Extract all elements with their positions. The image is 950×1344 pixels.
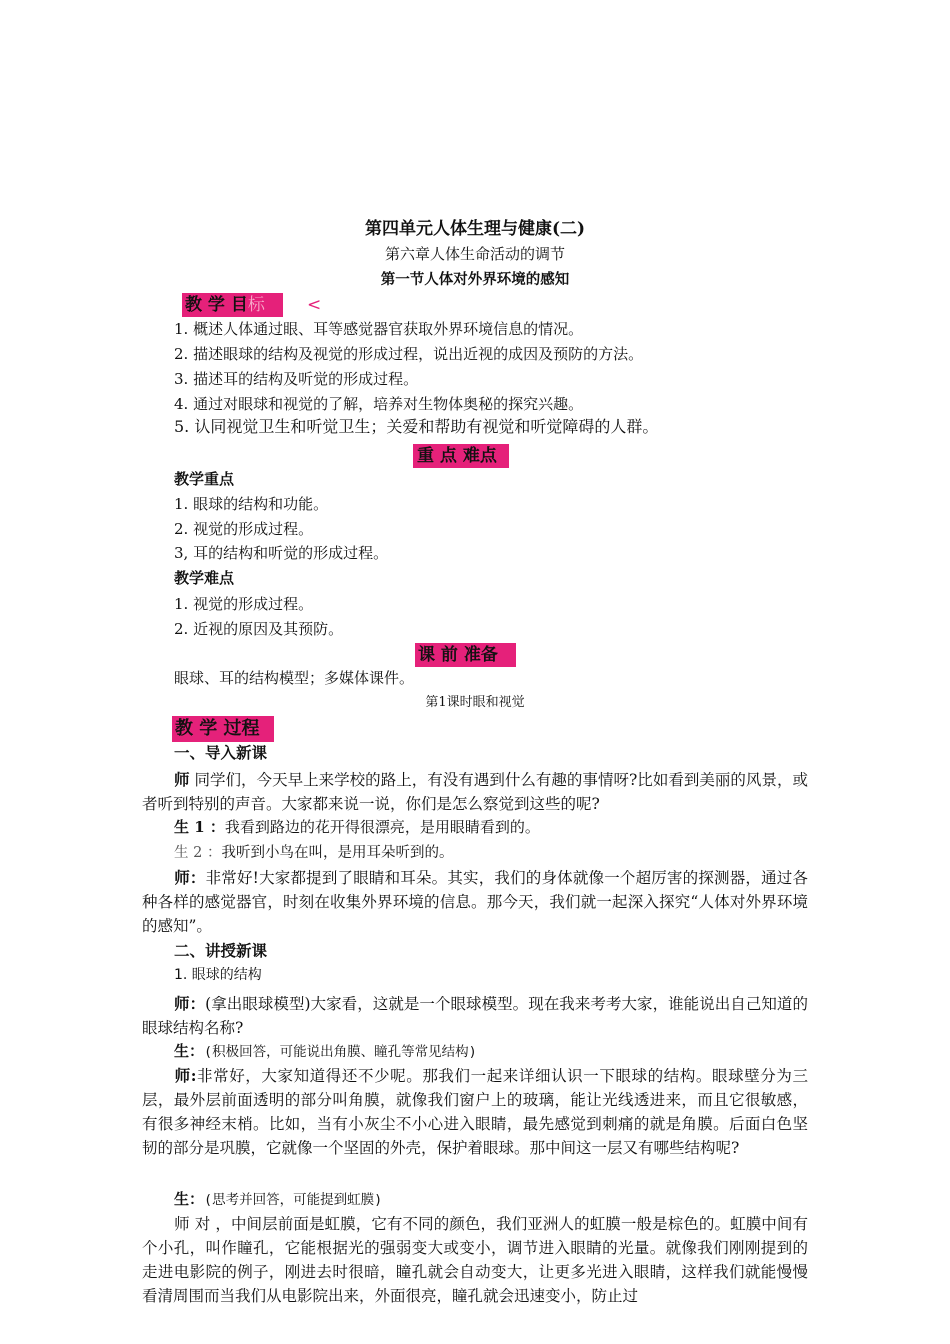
line-text: (思考并回答，可能提到虹膜)	[204, 1192, 383, 1208]
lesson-title: 第1课时眼和视觉	[425, 695, 525, 710]
paragraph-text: 同学们，今天早上来学校的路上，有没有遇到什么有趣的事情呀?比如看到美丽的风景，或者听到特别的声音。大家都来说一说，你们是怎么察觉到这些的呢?	[142, 771, 808, 813]
unit-title: 第四单元人体生理与健康(二)	[364, 219, 586, 239]
process-heading: 教 学 过程	[172, 716, 274, 742]
objective-1: 1. 概述人体通过眼、耳等感觉器官获取外界环境信息的情况。	[174, 320, 584, 338]
teacher-paragraph-5	[142, 1212, 808, 1308]
objective-4: 4. 通过对眼球和视觉的了解，培养对生物体奥秘的探究兴趣。	[174, 395, 584, 413]
objectives-heading-faded-char: 标	[247, 295, 265, 315]
line-text: 我看到路边的花开得很漂亮，是用眼睛看到的。	[224, 818, 540, 836]
key-points-label: 教学重点	[174, 470, 235, 488]
prep-heading: 课 前 准备	[415, 643, 516, 667]
speaker-label: 师 对 ，	[174, 1215, 231, 1233]
paragraph-text: 非常好!大家都提到了眼睛和耳朵。其实，我们的身体就像一个超厉害的探测器，通过各种各样的感觉器官，时刻在收集外界环境的信息。那今天，我们就一起深入探究“人体对外界环境的感知”。	[142, 869, 808, 935]
speaker-label: 师：	[174, 994, 206, 1013]
teacher-paragraph-4	[142, 1064, 808, 1160]
student2-line	[174, 842, 453, 864]
teacher-intro-paragraph	[142, 768, 808, 816]
speaker-label: 师:	[174, 1066, 197, 1085]
key-difficult-heading: 重 点 难点	[413, 444, 509, 468]
prep-text: 眼球、耳的结构模型；多媒体课件。	[174, 669, 415, 687]
speaker-label: 师：	[174, 868, 206, 887]
difficult-point-1: 1. 视觉的形成过程。	[174, 595, 314, 613]
student3-line	[174, 1040, 477, 1063]
key-point-2: 2. 视觉的形成过程。	[174, 520, 314, 538]
speaker-label: 生：	[174, 1042, 205, 1060]
student1-line	[174, 816, 540, 838]
speaker-label: 生 1 ：	[174, 818, 225, 836]
chapter-title: 第六章人体生命活动的调节	[384, 245, 565, 263]
part2-heading: 二、讲授新课	[174, 942, 268, 960]
line-text: (积极回答，可能说出角膜、瞳孔等常见结构)	[204, 1044, 477, 1060]
paragraph-text: 非常好，大家知道得还不少呢。那我们一起来详细认识一下眼球的结构。眼球壁分为三层，最外层前面透明的部分叫角膜，就像我们窗户上的玻璃，能让光线透进来，而且它很敏感，有很多神经末梢。比如，当有小灰尘不小心进入眼睛，最先感觉到刺痛的就是角膜。后面白色坚韧的部分是巩膜，它就像一个坚固的外壳，保护着眼球。那中间这一层又有哪些结构呢?	[142, 1067, 808, 1157]
part1-heading: 一、导入新课	[174, 744, 268, 762]
objective-3: 3. 描述耳的结构及听觉的形成过程。	[174, 370, 419, 388]
speaker-label: 师	[174, 770, 190, 789]
difficult-points-label: 教学难点	[174, 569, 235, 587]
objectives-heading	[182, 293, 283, 317]
key-point-3: 3, 耳的结构和听觉的形成过程。	[174, 544, 389, 562]
objectives-heading-text: 教 学 目	[185, 295, 248, 315]
line-text: 我听到小鸟在叫，是用耳朵听到的。	[221, 845, 454, 861]
key-point-1: 1. 眼球的结构和功能。	[174, 495, 329, 513]
teacher-paragraph-2	[142, 866, 808, 938]
objective-2: 2. 描述眼球的结构及视觉的形成过程，说出近视的成因及预防的方法。	[174, 345, 644, 363]
chevron-left-icon: <	[307, 295, 322, 315]
speaker-label: 生 2 ：	[174, 845, 222, 861]
section-title: 第一节人体对外界环境的感知	[380, 271, 570, 288]
difficult-point-2: 2. 近视的原因及其预防。	[174, 620, 344, 638]
paragraph-text: (拿出眼球模型)大家看，这就是一个眼球模型。现在我来考考大家，谁能说出自己知道的眼球结构名称?	[142, 995, 808, 1037]
student4-line	[174, 1188, 382, 1211]
objective-5: 5. 认同视觉卫生和听觉卫生；关爱和帮助有视觉和听觉障碍的人群。	[174, 417, 659, 436]
teacher-paragraph-3	[142, 992, 808, 1040]
paragraph-text: 中间层前面是虹膜，它有不同的颜色，我们亚洲人的虹膜一般是棕色的。虹膜中间有个小孔，叫作瞳孔，它能根据光的强弱变大或变小，调节进入眼睛的光量。就像我们刚刚提到的走进电影院的例子，刚进去时很暗，瞳孔就会自动变大，让更多光进入眼睛，这样我们就能慢慢看清周围而当我们从电影院出来，外面很亮，瞳孔就会迅速变小，防止过	[142, 1215, 808, 1305]
speaker-label: 生：	[174, 1190, 205, 1208]
subsection-eye-structure: 1. 眼球的结构	[174, 967, 262, 983]
